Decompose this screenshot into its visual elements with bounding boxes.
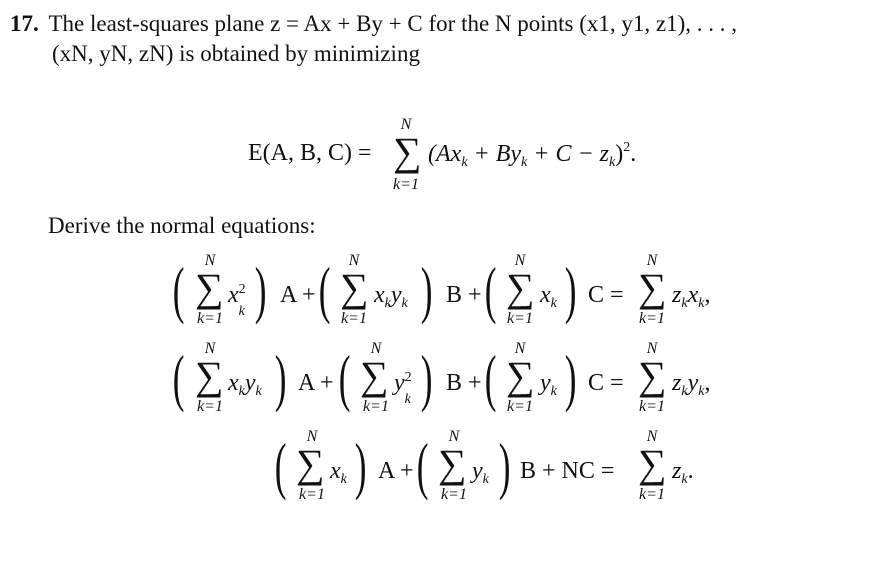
objective-sigma-icon: ∑ — [393, 129, 422, 174]
left-paren-icon: ( — [484, 254, 497, 325]
objective-sum-upper: N — [400, 116, 412, 133]
left-paren-icon: ( — [416, 430, 429, 501]
sigma-icon: ∑ — [638, 265, 667, 310]
sum-upper: N — [448, 428, 460, 445]
right-paren-icon: ) — [420, 254, 433, 325]
left-paren-icon: ( — [172, 254, 185, 325]
objective-lhs: E(A, B, C) = — [248, 140, 372, 166]
right-paren-icon: ) — [498, 430, 511, 501]
coeff-2: B + NC = — [520, 458, 615, 484]
objective-sum-lower: k=1 — [393, 176, 419, 193]
sum-upper: N — [514, 252, 526, 269]
term-1: $x_ky_k$ — [228, 370, 262, 399]
term-2: $x_ky_k$ — [374, 282, 408, 311]
coeff-1: A + — [298, 370, 334, 396]
term-1: $x_k$ — [330, 458, 347, 487]
rhs-3: $z_k$. — [672, 458, 694, 487]
coeff-2: B + — [446, 370, 482, 396]
sum-upper: N — [306, 428, 318, 445]
right-paren-icon: ) — [254, 254, 267, 325]
sum-upper: N — [514, 340, 526, 357]
derive-instruction: Derive the normal equations: — [48, 213, 316, 238]
sum-lower: k=1 — [441, 486, 467, 503]
sigma-icon: ∑ — [195, 353, 224, 398]
coeff-3: C = — [588, 282, 624, 308]
sum-lower: k=1 — [507, 310, 533, 327]
sum-lower: k=1 — [341, 310, 367, 327]
sum-upper: N — [646, 428, 658, 445]
coeff-3: C = — [588, 370, 624, 396]
rhs-2: $z_ky_k$, — [672, 370, 711, 399]
sum-lower: k=1 — [197, 310, 223, 327]
sigma-icon: ∑ — [506, 353, 535, 398]
sum-upper: N — [370, 340, 382, 357]
sum-lower: k=1 — [639, 486, 665, 503]
sigma-icon: ∑ — [296, 441, 325, 486]
coeff-1: A + — [378, 458, 414, 484]
right-paren-icon: ) — [564, 254, 577, 325]
term-1: x 2 k — [228, 282, 246, 319]
sum-lower: k=1 — [363, 398, 389, 415]
sum-lower: k=1 — [507, 398, 533, 415]
sum-upper: N — [646, 252, 658, 269]
sigma-icon: ∑ — [638, 441, 667, 486]
left-paren-icon: ( — [274, 430, 287, 501]
sum-lower: k=1 — [639, 310, 665, 327]
sigma-icon: ∑ — [340, 265, 369, 310]
left-paren-icon: ( — [318, 254, 331, 325]
sigma-icon: ∑ — [438, 441, 467, 486]
term-2: $y_k$ — [472, 458, 489, 487]
problem-line-2: (xN, yN, zN) is obtained by minimizing — [52, 41, 420, 66]
sum-upper: N — [204, 340, 216, 357]
sum-lower: k=1 — [197, 398, 223, 415]
term-3: $y_k$ — [540, 370, 557, 399]
sum-upper: N — [646, 340, 658, 357]
sum-upper: N — [204, 252, 216, 269]
coeff-2: B + — [446, 282, 482, 308]
left-paren-icon: ( — [484, 342, 497, 413]
sigma-icon: ∑ — [506, 265, 535, 310]
sum-lower: k=1 — [299, 486, 325, 503]
sigma-icon: ∑ — [360, 353, 389, 398]
left-paren-icon: ( — [338, 342, 351, 413]
right-paren-icon: ) — [274, 342, 287, 413]
objective-summand: $(Ax_k + By_k + C - z_k)^2$. — [428, 140, 637, 170]
right-paren-icon: ) — [420, 342, 433, 413]
sum-upper: N — [348, 252, 360, 269]
problem-statement — [10, 10, 737, 38]
sum-lower: k=1 — [639, 398, 665, 415]
left-paren-icon: ( — [172, 342, 185, 413]
right-paren-icon: ) — [564, 342, 577, 413]
sigma-icon: ∑ — [195, 265, 224, 310]
sigma-icon: ∑ — [638, 353, 667, 398]
coeff-1: A + — [280, 282, 316, 308]
rhs-1: $z_kx_k$, — [672, 282, 711, 311]
problem-number: 17. — [10, 11, 39, 36]
problem-line-1: The least-squares plane z = Ax + By + C for the N points (x1, y1, z1), . . . , — [48, 11, 738, 36]
term-2: y 2 k — [394, 370, 412, 407]
term-3: $x_k$ — [540, 282, 557, 311]
right-paren-icon: ) — [354, 430, 367, 501]
